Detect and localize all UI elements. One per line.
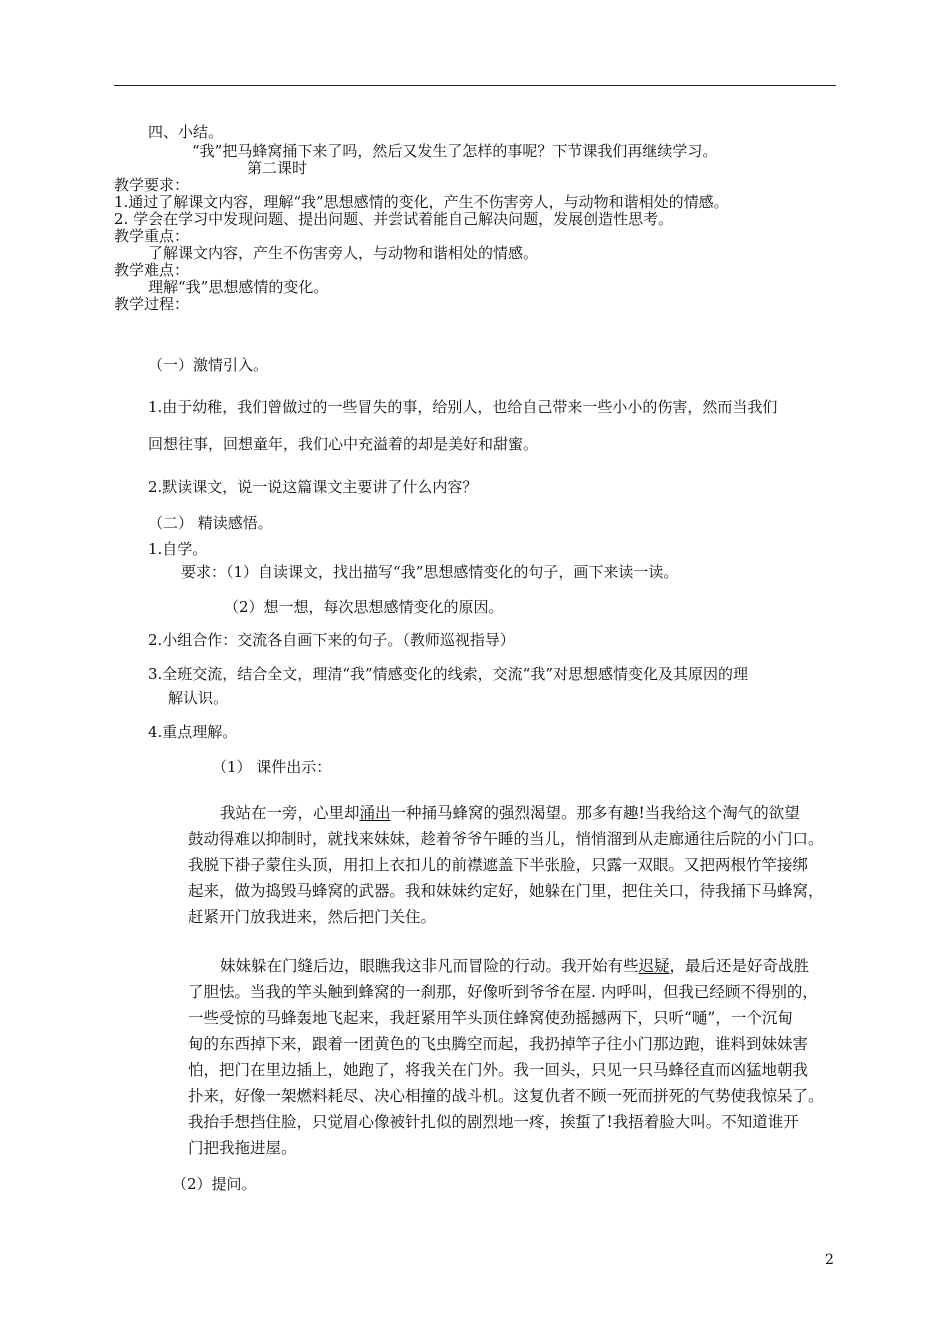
section2-item3-line1: 3.全班交流，结合全文，理清“我”情感变化的线索，交流“我”对思想感情变化及其原因的理 (148, 665, 748, 683)
excerpt-line: 怕，把门在里边插上，她跑了，将我关在门外。我一回头，只见一只马蜂径直而凶猛地朝我 (188, 1061, 809, 1079)
goals-label: 教学要求： (114, 176, 190, 194)
excerpt-line: 了胆怯。当我的竿头触到蜂窝的一刹那，好像听到爷爷在屋. 内呼叫，但我已经顾不得别的， (188, 983, 818, 1001)
excerpt-paragraph-2 (188, 953, 838, 1161)
section1-item2: 2.默读课文，说一说这篇课文主要讲了什么内容？ (148, 478, 478, 496)
difficulty-label: 教学难点： (114, 261, 190, 279)
lesson2-title: 第二课时 (247, 159, 308, 177)
page-number: 2 (825, 1252, 834, 1268)
section1-item1-line1: 1.由于幼稚，我们曾做过的一些冒失的事，给别人，也给自己带来一些小小的伤害，然而当我们 (148, 398, 778, 416)
courseware-label: （1） 课件出示： (212, 758, 332, 776)
underlined-word: 迟疑 (638, 957, 670, 975)
excerpt-line: 赶紧开门放我进来，然后把门关住。 (188, 908, 437, 926)
difficulty-text: 理解“我”思想感情的变化。 (148, 278, 329, 296)
section2-item1: 1.自学。 (148, 540, 208, 558)
excerpt-line: 我脱下褂子蒙住头顶，用扣上衣扣儿的前襟遮盖下半张脸，只露一双眼。又把两根竹竿接绑 (188, 856, 809, 874)
excerpt-line: 一些受惊的马蜂轰地飞起来，我赶紧用竿头顶住蜂窝使劲摇撼两下，只听“嗵”，一个沉甸 (188, 1009, 793, 1027)
excerpt-line: 起来，做为捣毁马蜂窝的武器。我和妹妹约定好，她躲在门里，把住关口，待我捅下马蜂窝， (188, 882, 824, 900)
section1-heading: （一）激情引入。 (148, 356, 269, 374)
excerpt-text: 妹妹躲在门缝后边，眼瞧我这非凡而冒险的行动。我开始有些 (220, 957, 639, 975)
key-text: 了解课文内容，产生不伤害旁人，与动物和谐相处的情感。 (148, 244, 539, 262)
key-label: 教学重点： (114, 227, 190, 245)
excerpt-text: 一种捅马蜂窝的强烈渴望。那多有趣!当我给这个淘气的欲望 (390, 804, 800, 822)
section2-item4: 4.重点理解。 (148, 723, 238, 741)
underlined-word: 涌出 (359, 804, 391, 822)
excerpt-line: 甸的东西掉下来，跟着一团黄色的飞虫腾空而起，我扔掉竿子往小门那边跑，谁料到妹妹害 (188, 1035, 809, 1053)
goal-2: 2. 学会在学习中发现问题、提出问题、并尝试着能自己解决问题，发展创造性思考。 (114, 210, 674, 228)
section2-item2: 2.小组合作：交流各自画下来的句子。（教师巡视指导） (148, 631, 515, 649)
summary-heading: 四、小结。 (148, 123, 224, 141)
excerpt-text: ，最后还是好奇战胜 (669, 957, 810, 975)
requirement-1: 要求：（1）自读课文，找出描写“我”思想感情变化的句子，画下来读一读。 (181, 563, 679, 581)
summary-text: “我”把马蜂窝捅下来了吗，然后又发生了怎样的事呢？下节课我们再继续学习。 (192, 142, 718, 160)
section2-heading: （二） 精读感悟。 (148, 514, 273, 532)
excerpt-line: 门把我拖进屋。 (188, 1139, 297, 1157)
header-rule (114, 85, 836, 86)
section1-item1-line2: 回想往事，回想童年，我们心中充溢着的却是美好和甜蜜。 (148, 435, 539, 453)
question-label: （2）提问。 (172, 1175, 257, 1193)
section2-item3-line2: 解认识。 (168, 689, 229, 707)
process-label: 教学过程： (114, 295, 190, 313)
excerpt-line: 我抬手想挡住脸，只觉眉心像被针扎似的剧烈地一疼，挨蜇了!我捂着脸大叫。不知道谁开 (188, 1113, 799, 1131)
excerpt-paragraph-1 (188, 800, 838, 930)
excerpt-text: 我站在一旁，心里却 (220, 804, 360, 822)
excerpt-line: 扑来，好像一架燃料耗尽、决心相撞的战斗机。这复仇者不顾一死而拼死的气势使我惊呆了。 (188, 1087, 824, 1105)
excerpt-line: 鼓动得难以抑制时，就找来妹妹，趁着爷爷午睡的当儿，悄悄溜到从走廊通往后院的小门口。 (188, 830, 824, 848)
goal-1: 1.通过了解课文内容，理解“我”思想感情的变化，产生不伤害旁人，与动物和谐相处的情感。 (114, 193, 729, 211)
requirement-2: （2）想一想，每次思想感情变化的原因。 (224, 598, 504, 616)
